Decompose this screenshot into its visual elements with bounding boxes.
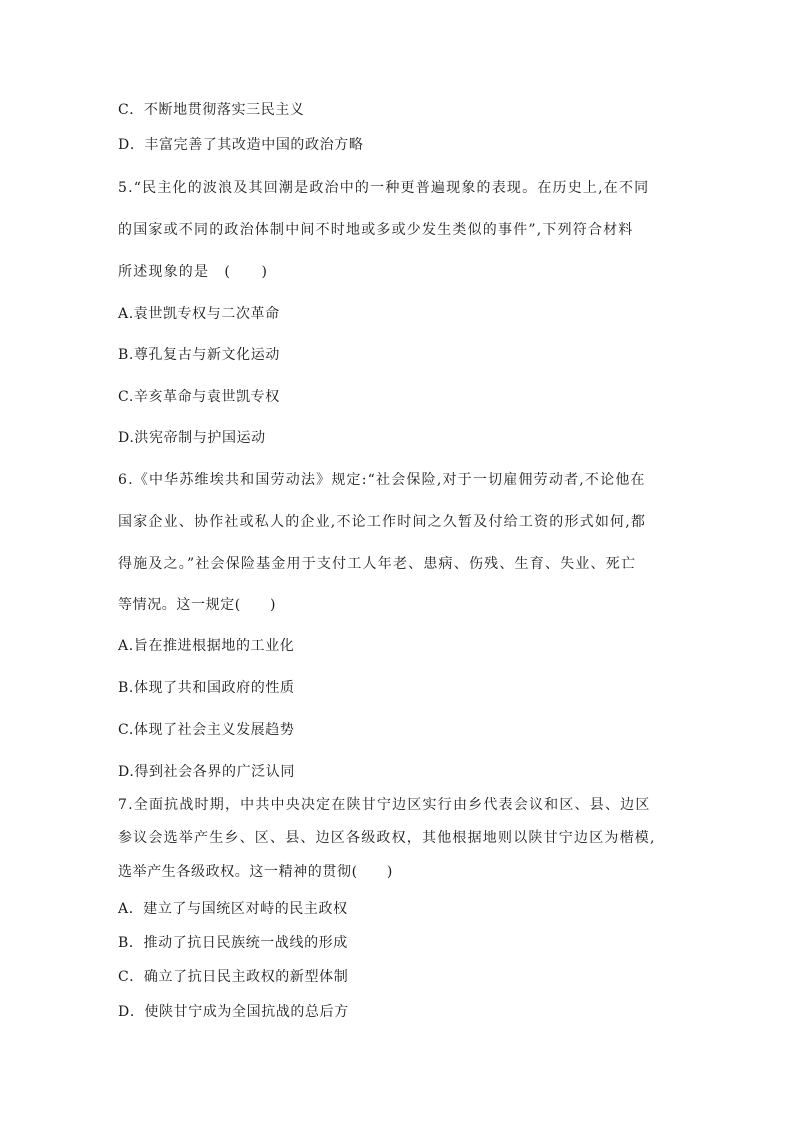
- q7-stem-line-2: 参议会选举产生乡、区、县、边区各级政权，其他根据地则以陕甘宁边区为楷模,: [118, 830, 656, 846]
- q7-option-a: A．建立了与国统区对峙的民主政权: [118, 901, 348, 917]
- q6-option-a: A.旨在推进根据地的工业化: [118, 638, 295, 654]
- q5-option-c: C.辛亥革命与袁世凯专权: [118, 389, 280, 405]
- q6-stem-line-2: 国家企业、协作社或私人的企业,不论工作时间之久暂及付给工资的形式如何,都: [118, 514, 647, 530]
- q5-stem-line-2: 的国家或不同的政治体制中间不时地或多或少发生类似的事件”,下列符合材料: [118, 222, 634, 238]
- q7-stem-line-3: 选举产生各级政权。这一精神的贯彻( ): [118, 864, 393, 880]
- q6-option-b: B.体现了共和国政府的性质: [118, 680, 295, 696]
- q5-option-d: D.洪宪帝制与护国运动: [118, 430, 266, 446]
- option-d-prev: D．丰富完善了其改造中国的政治方略: [118, 137, 364, 153]
- q6-option-d: D.得到社会各界的广泛认同: [118, 764, 295, 780]
- q5-option-b: B.尊孔复古与新文化运动: [118, 347, 280, 363]
- q5-option-a: A.袁世凯专权与二次革命: [118, 306, 280, 322]
- q5-stem-line-3: 所述现象的是 ( ): [118, 264, 269, 280]
- q7-option-d: D．使陕甘宁成为全国抗战的总后方: [118, 1004, 349, 1020]
- q6-stem-line-1: 6.《中华苏维埃共和国劳动法》规定:“社会保险,对于一切雇佣劳动者,不论他在: [118, 472, 646, 488]
- q7-stem-line-1: 7.全面抗战时期，中共中央决定在陕甘宁边区实行由乡代表会议和区、县、边区: [118, 797, 651, 813]
- q6-stem-line-3: 得施及之。”社会保险基金用于支付工人年老、患病、伤残、生育、失业、死亡: [118, 556, 637, 572]
- q6-stem-line-4: 等情况。这一规定( ): [118, 597, 277, 613]
- q6-option-c: C.体现了社会主义发展趋势: [118, 722, 295, 738]
- option-c-prev: C．不断地贯彻落实三民主义: [118, 102, 305, 118]
- q5-stem-line-1: 5.“民主化的波浪及其回潮是政治中的一种更普遍现象的表现。在历史上,在不同: [118, 180, 650, 196]
- q7-option-c: C．确立了抗日民主政权的新型体制: [118, 969, 349, 985]
- q7-option-b: B．推动了抗日民族统一战线的形成: [118, 935, 348, 951]
